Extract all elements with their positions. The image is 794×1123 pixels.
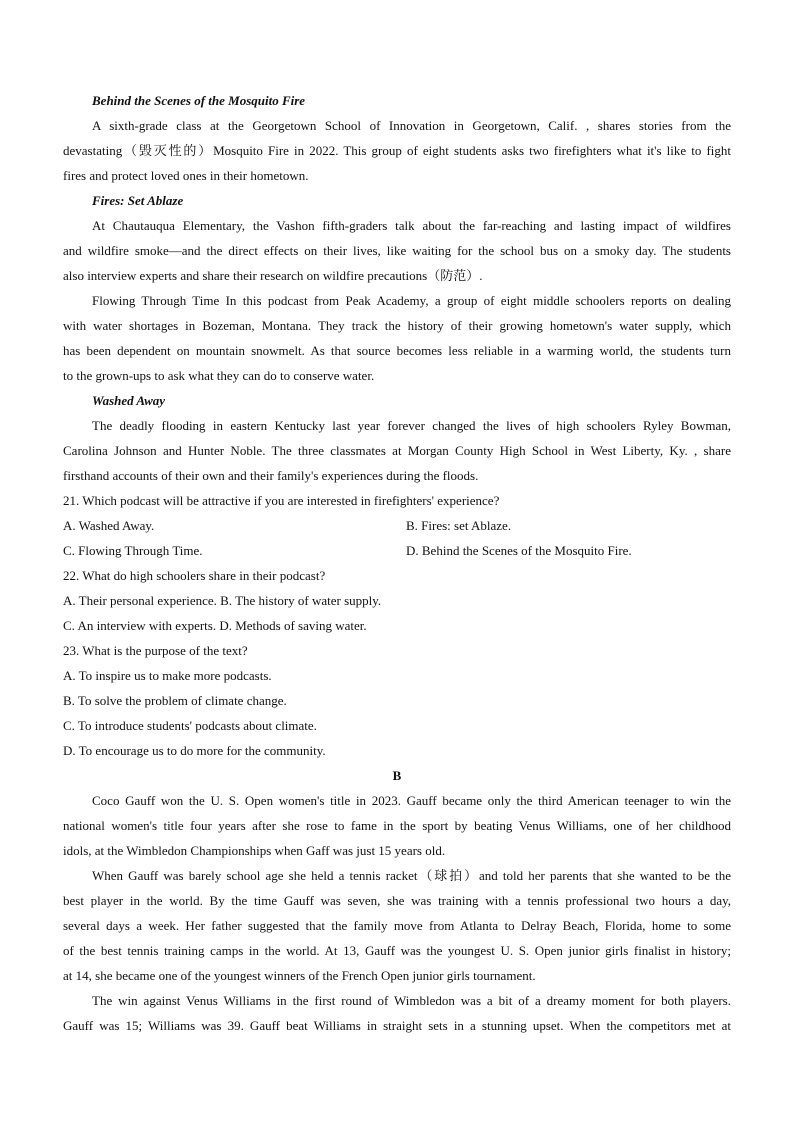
paragraph-line: has been dependent on mountain snowmelt. As that source becomes less reliable in a warming world, the students turn bbox=[63, 343, 731, 358]
paragraph-line: best player in the world. By the time Gauff was seven, she was training with a tennis professional two hours a day, bbox=[63, 893, 731, 908]
paragraph-line: fires and protect loved ones in their hometown. bbox=[63, 168, 309, 183]
option-c: C. Flowing Through Time. bbox=[63, 543, 203, 558]
paragraph-line: devastating（毁灭性的）Mosquito Fire in 2022. This group of eight students asks two firefighters what it's like to fight bbox=[63, 143, 731, 158]
paragraph-line: The win against Venus Williams in the first round of Wimbledon was a bit of a dreamy moment for both players. bbox=[92, 993, 731, 1008]
paragraph-line: At Chautauqua Elementary, the Vashon fifth-graders talk about the far-reaching and lasting impact of wildfires bbox=[92, 218, 731, 233]
section-label: B bbox=[392, 768, 402, 783]
paragraph-line: at 14, she became one of the youngest winners of the French Open junior girls tournament. bbox=[63, 968, 536, 983]
paragraph-line: The deadly flooding in eastern Kentucky last year forever changed the lives of high schoolers Ryley Bowman, bbox=[92, 418, 731, 433]
question-stem: 21. Which podcast will be attractive if you are interested in firefighters' experience? bbox=[63, 493, 500, 508]
option-b: B. Fires: set Ablaze. bbox=[406, 518, 512, 533]
option-row: C. An interview with experts. D. Methods of saving water. bbox=[63, 618, 367, 633]
option-row: A. Their personal experience. B. The history of water supply. bbox=[63, 593, 382, 608]
option-a: A. Washed Away. bbox=[63, 518, 155, 533]
option-c: C. To introduce students' podcasts about climate. bbox=[63, 718, 317, 733]
option-row bbox=[63, 538, 731, 563]
paragraph-line: Coco Gauff won the U. S. Open women's title in 2023. Gauff became only the third American teenager to win the bbox=[92, 793, 731, 808]
paragraph-line: When Gauff was barely school age she held a tennis racket（球拍）and told her parents that she wanted to be the bbox=[92, 868, 731, 883]
paragraph-line: also interview experts and share their research on wildfire precautions（防范）. bbox=[63, 268, 483, 283]
paragraph-line: Flowing Through Time In this podcast from Peak Academy, a group of eight middle schoolers reports on dealing bbox=[92, 293, 731, 308]
section-heading: Fires: Set Ablaze bbox=[92, 193, 184, 208]
paragraph-line: and wildfire smoke—and the direct effects on their lives, like waiting for the school bus on a smoky day. The students bbox=[63, 243, 731, 258]
section-heading: Behind the Scenes of the Mosquito Fire bbox=[92, 93, 306, 108]
question-stem: 22. What do high schoolers share in their podcast? bbox=[63, 568, 326, 583]
paragraph-line: to the grown-ups to ask what they can do to conserve water. bbox=[63, 368, 375, 383]
option-a: A. To inspire us to make more podcasts. bbox=[63, 668, 272, 683]
question-stem: 23. What is the purpose of the text? bbox=[63, 643, 248, 658]
paragraph-line: Carolina Johnson and Hunter Noble. The three classmates at Morgan County High School in West Liberty, Ky. , share bbox=[63, 443, 731, 458]
paragraph-line: national women's title four years after she rose to fame in the sport by beating Venus Williams, one of her childhood bbox=[63, 818, 731, 833]
option-d: D. To encourage us to do more for the community. bbox=[63, 743, 326, 758]
paragraph-line: several days a week. Her father suggested that the family move from Atlanta to Delray Beach, Florida, home to some bbox=[63, 918, 731, 933]
paragraph-line: firsthand accounts of their own and their family's experiences during the floods. bbox=[63, 468, 479, 483]
paragraph-line: Gauff was 15; Williams was 39. Gauff beat Williams in straight sets in a stunning upset. When the competitors met at bbox=[63, 1018, 731, 1033]
section-heading: Washed Away bbox=[92, 393, 166, 408]
paragraph-line: with water shortages in Bozeman, Montana. They track the history of their growing hometown's water supply, which bbox=[63, 318, 731, 333]
option-b: B. To solve the problem of climate change. bbox=[63, 693, 287, 708]
option-d: D. Behind the Scenes of the Mosquito Fire. bbox=[406, 543, 632, 558]
option-row bbox=[63, 513, 731, 538]
document-content bbox=[63, 88, 731, 1038]
paragraph-line: of the best tennis training camps in the world. At 13, Gauff was the youngest U. S. Open junior girls finalist in history; bbox=[63, 943, 731, 958]
paragraph-line: idols, at the Wimbledon Championships when Gaff was just 15 years old. bbox=[63, 843, 446, 858]
paragraph-line: A sixth-grade class at the Georgetown School of Innovation in Georgetown, Calif. , shares stories from the bbox=[92, 118, 731, 133]
